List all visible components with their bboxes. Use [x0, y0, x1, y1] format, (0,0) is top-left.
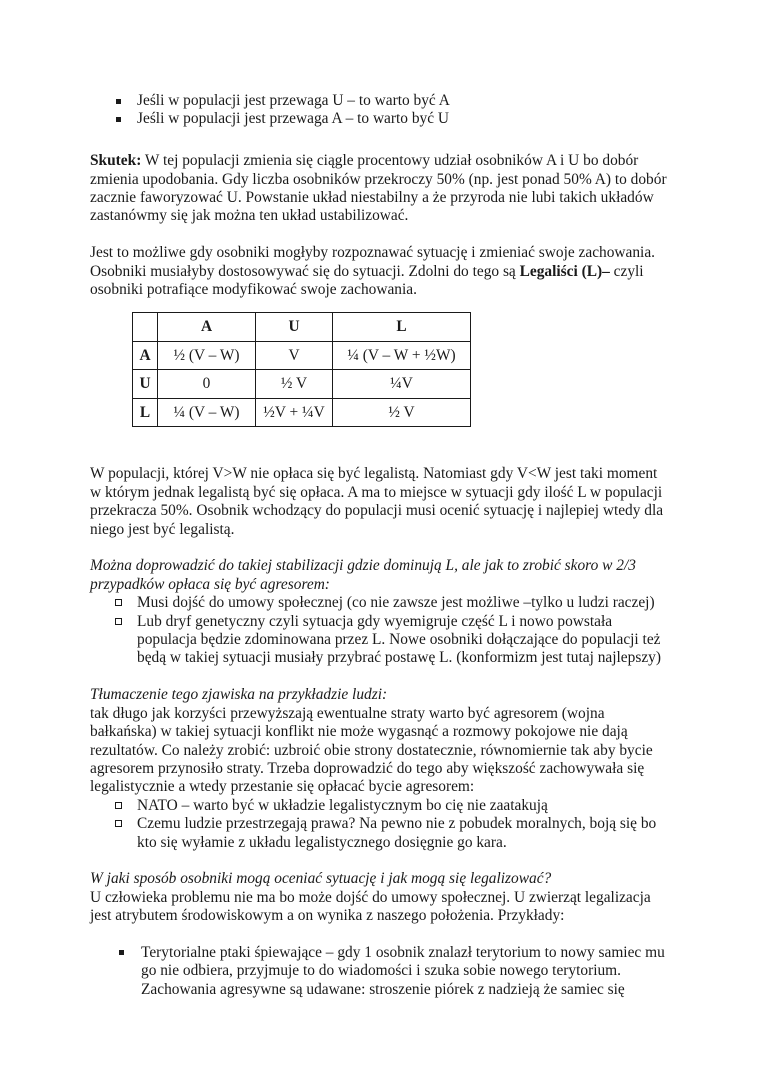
list-item: Terytorialne ptaki śpiewające – gdy 1 osobnik znalazł terytorium to nowy samiec mu go nie odbiera, przyjmuje to do wiadomości i szuka sobie nowego terytorium. Zachowania agresywne są udawane: stroszenie piórek z nadzieją że samiec się	[90, 944, 672, 999]
column-header: U	[256, 313, 333, 342]
examples-list	[90, 944, 672, 999]
list-item: Musi dojść do umowy społecznej (co nie zawsze jest możliwe –tylko u ludzi raczej)	[90, 594, 672, 612]
row-header: L	[133, 398, 158, 427]
payoff-table	[132, 312, 471, 427]
legalizacja-paragraph: U człowieka problemu nie ma bo może dojść do umowy społecznej. U zwierząt legalizacja jest atrybutem środowiskowym a on wynika z naszego położenia. Przykłady:	[90, 888, 651, 925]
bullet-item: Jeśli w populacji jest przewaga U – to warto być A	[90, 92, 672, 110]
list-item: NATO – warto być w układzie legalistycznym bo cię nie zaatakują	[90, 797, 672, 815]
skutek-label: Skutek:	[90, 152, 142, 170]
ludzie-paragraph: tak długo jak korzyści przewyższają ewentualne straty warto być agresorem (wojna bałkańska) w takiej sytuacji konflikt nie może wygasnąć a rozmowy pokojowe nie dają rezultatów. Co należy zrobić: uzbroić obie strony dostatecznie, równomiernie tak aby bycie agresorem przynosiło straty. Trzeba doprowadzić do tego aby większość zachowywała się legalistycznie a wtedy przestanie się opłacać bycie agresorem:	[90, 704, 653, 796]
table-cell: 0	[158, 370, 256, 399]
table-row	[133, 370, 471, 399]
legalisci-paragraph	[90, 244, 672, 299]
table-row	[133, 398, 471, 427]
list-item: Lub dryf genetyczny czyli sytuacja gdy wyemigruje część L i nowo powstała populacja będzie zdominowana przez L. Nowe osobniki dołączające do populacji też będą w takiej sytuacji musiały przybrać postawę L. (konformizm jest tutaj najlepszy)	[90, 613, 672, 668]
skutek-paragraph	[90, 152, 672, 226]
table-cell: ½ (V – W)	[158, 341, 256, 370]
table-cell: ½V + ¼V	[256, 398, 333, 427]
table-cell: ½ V	[256, 370, 333, 399]
list-item: Czemu ludzie przestrzegają prawa? Na pewno nie z pobudek moralnych, boją się bo kto się wyłamie z układu legalistycznego dosięgnie go kara.	[90, 815, 672, 852]
column-header: A	[158, 313, 256, 342]
table-cell: V	[256, 341, 333, 370]
table-header-row	[133, 313, 471, 342]
row-header: A	[133, 341, 158, 370]
bullet-item: Jeśli w populacji jest przewaga A – to warto być U	[90, 110, 672, 128]
row-header: U	[133, 370, 158, 399]
legalisci-term: Legaliści (L)–	[519, 262, 610, 280]
stabilizacja-options-list	[90, 594, 672, 668]
skutek-text: W tej populacji zmienia się ciągle procentowy udział osobników A i U bo dobór zmienia upodobania. Gdy liczba osobników przekroczy 50% (np. jest ponad 50% A) to dobór zacznie faworyzować U. Powstanie układ niestabilny a że przyroda nie lubi takich układów zastanówmy się jak można ten układ ustabilizować.	[90, 152, 667, 225]
table-cell: ¼ (V – W + ½W)	[333, 341, 471, 370]
table-row	[133, 341, 471, 370]
strategy-bullet-list	[90, 92, 672, 129]
document-page	[90, 92, 672, 999]
legalisci-text-before: Jest to możliwe gdy osobniki mogłyby rozpoznawać sytuację i zmieniać swoje zachowania. Osobniki musiałyby dostosowywać się do sytuacji. Zdolni do tego są	[90, 244, 656, 280]
column-header: L	[333, 313, 471, 342]
table-cell: ¼ (V – W)	[158, 398, 256, 427]
stabilizacja-question: Można doprowadzić do takiej stabilizacji gdzie dominują L, ale jak to zrobić skoro w 2/3 przypadków opłaca się być agresorem:	[90, 557, 636, 593]
legalista-paragraph: W populacji, której V>W nie opłaca się być legalistą. Natomiast gdy V<W jest taki moment w którym jednak legalistą być się opłaca. A ma to miejsce w sytuacji gdy ilość L w populacji przekracza 50%. Osobnik wchodzący do populacji musi ocenić sytuację i najlepiej wtedy dla niego jest być legalistą.	[90, 465, 664, 538]
table-corner-cell	[133, 313, 158, 342]
table-cell: ½ V	[333, 398, 471, 427]
legalizacja-question: W jaki sposób osobniki mogą oceniać sytuację i jak mogą się legalizować?	[90, 870, 552, 888]
ludzie-heading: Tłumaczenie tego zjawiska na przykładzie ludzi:	[90, 686, 388, 704]
table-cell: ¼V	[333, 370, 471, 399]
ludzie-options-list	[90, 797, 672, 852]
legalisci-text-after: czyli osobniki potrafiące modyfikować swoje zachowania.	[90, 262, 644, 299]
